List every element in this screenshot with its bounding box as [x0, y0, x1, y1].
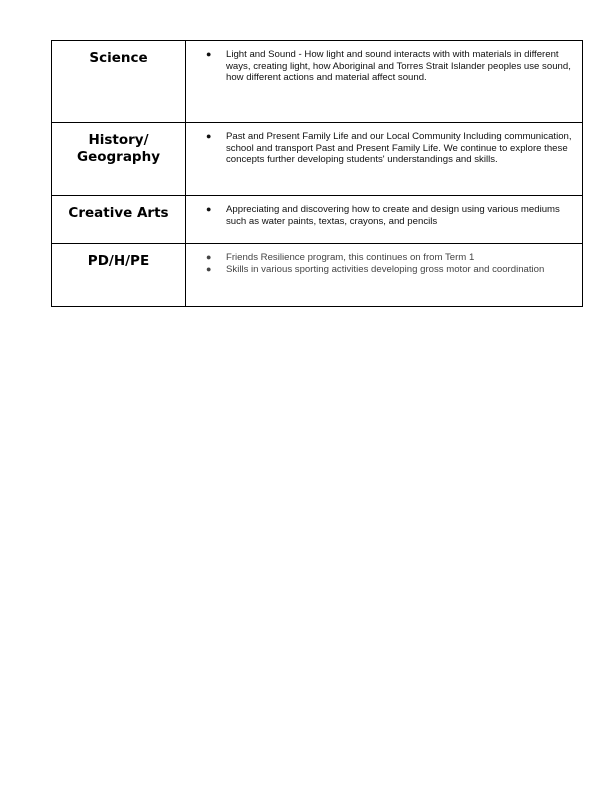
subject-label: Geography	[76, 149, 161, 165]
subject-label: History/	[88, 132, 149, 148]
subject-cell	[52, 41, 186, 123]
subject-cell	[52, 196, 186, 244]
subject-label: Science	[89, 50, 148, 66]
bullet-icon: ●	[206, 263, 212, 274]
subject-label: PD/H/PE	[87, 253, 150, 269]
table-row	[52, 123, 583, 196]
bullet-list	[206, 131, 578, 166]
table-row	[52, 196, 583, 244]
bullet-list	[206, 49, 578, 84]
list-item: ● Friends Resilience program, this continues on from Term 1	[206, 252, 475, 263]
list-item: ● Past and Present Family Life and our Local Community Including communication, school and transport Past and Present Family Life. We continue to explore these concepts further developing students' understandings and skills.	[206, 131, 572, 166]
subject-label: Creative Arts	[68, 205, 169, 221]
content-cell	[186, 196, 583, 244]
bullet-icon: ●	[206, 131, 212, 141]
curriculum-table	[51, 40, 583, 307]
subject-cell	[52, 244, 186, 307]
list-item: ● Appreciating and discovering how to create and design using various mediums such as water paints, textas, crayons, and pencils	[206, 204, 560, 227]
bullet-list	[206, 204, 578, 227]
bullet-icon: ●	[206, 204, 212, 214]
list-item: ● Light and Sound - How light and sound interacts with with materials in different ways, creating light, how Aboriginal and Torres Strait Islander peoples use sound, how different actions and material affect sound.	[206, 49, 571, 84]
subject-cell	[52, 123, 186, 196]
table-row	[52, 41, 583, 123]
content-cell	[186, 41, 583, 123]
bullet-list	[206, 252, 578, 275]
bullet-icon: ●	[206, 49, 212, 59]
list-item: ● Skills in various sporting activities developing gross motor and coordination	[206, 263, 545, 275]
content-cell	[186, 244, 583, 307]
content-cell	[186, 123, 583, 196]
bullet-icon: ●	[206, 252, 212, 262]
table-row	[52, 244, 583, 307]
